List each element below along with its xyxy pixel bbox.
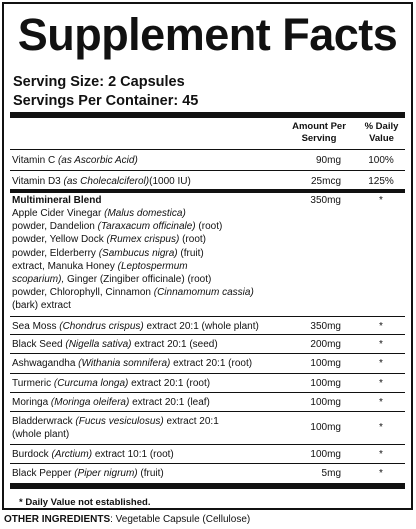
vitamin-c-label: Vitamin C [12,155,56,166]
ingredient-amount: 100mg [310,449,341,460]
amount-header-line2: Serving [301,133,337,144]
ingredient-bladderwrack: Bladderwrack (Fucus vesiculosus) extract 20:1 [12,416,219,427]
other-ingredients [4,514,250,525]
blend-line: scoparium), Ginger (Zingiber officinale) (root) [12,274,212,286]
divider [10,392,405,393]
ingredient-amount: 100mg [310,378,341,389]
other-ingredients-value: : Vegetable Capsule (Cellulose) [110,514,251,525]
ingredient-dv: * [379,422,383,433]
ingredient-amount: 100mg [310,422,341,433]
ingredient-amount: 350mg [310,321,341,332]
ingredient-amount: 100mg [310,358,341,369]
blend-ingredients [12,207,287,313]
amount-header [279,121,359,145]
ingredient-sea-moss: Sea Moss (Chondrus crispus) extract 20:1 (whole plant) [12,321,259,332]
serving-size: Serving Size: 2 Capsules [13,74,185,90]
ingredient-dv: * [379,468,383,479]
divider [10,463,405,464]
dv-header-line1: % Daily [364,121,399,132]
vitamin-d3-name [12,175,191,188]
vitamin-d3-dv: 125% [368,176,394,187]
ingredient-black-seed: Black Seed (Nigella sativa) extract 20:1 (seed) [12,339,218,350]
daily-value-footnote: * Daily Value not established. [19,497,151,508]
blend-line: powder, Yellow Dock (Rumex crispus) (root) [12,234,206,246]
vitamin-c-amount: 90mg [315,155,341,166]
ingredient-burdock: Burdock (Arctium) extract 10:1 (root) [12,449,174,460]
blend-line: powder, Chlorophyll, Cinnamon (Cinnamomum cassia) [12,287,254,299]
ingredient-amount: 100mg [310,397,341,408]
vitamin-c-dv: 100% [368,155,394,166]
ingredient-black-pepper: Black Pepper (Piper nigrum) (fruit) [12,468,164,479]
blend-line: extract, Manuka Honey (Leptospermum [12,260,188,272]
blend-line: powder, Dandelion (Taraxacum officinale) (root) [12,221,223,233]
blend-amount: 350mg [310,195,341,206]
divider [10,373,405,374]
blend-line: (bark) extract [12,300,71,312]
ingredient-ashwagandha: Ashwagandha (Withania somnifera) extract 20:1 (root) [12,358,253,369]
servings-per-container: Servings Per Container: 45 [13,93,199,109]
amount-header-line1: Amount Per [292,121,346,132]
ingredient-dv: * [379,358,383,369]
ingredient-moringa: Moringa (Moringa oleifera) extract 20:1 (leaf) [12,397,210,408]
vitamin-c-source: (as Ascorbic Acid) [57,155,138,166]
other-ingredients-label: OTHER INGREDIENTS [4,514,111,525]
divider [10,334,405,335]
supplement-facts-panel [2,2,413,510]
ingredient-turmeric: Turmeric (Curcuma longa) extract 20:1 (root) [12,378,211,389]
divider [10,149,405,150]
vitamin-d3-source: (as Cholecalciferol) [63,176,150,187]
ingredient-bladderwrack-line2: (whole plant) [12,429,70,440]
divider [10,411,405,412]
divider [10,170,405,171]
blend-line: Apple Cider Vinegar (Malus domestica) [12,208,186,219]
dv-header [359,121,404,145]
ingredient-dv: * [379,378,383,389]
ingredient-dv: * [379,321,383,332]
divider [10,444,405,445]
divider-medium [10,189,405,193]
ingredient-amount: 200mg [310,339,341,350]
blend-dv: * [379,195,383,206]
vitamin-c-name [12,154,138,167]
panel-title: Supplement Facts [17,9,398,60]
dv-header-line2: Value [369,133,394,144]
divider [10,353,405,354]
vitamin-d3-iu: (1000 IU) [149,176,191,187]
ingredient-dv: * [379,339,383,350]
divider [10,316,405,317]
vitamin-d3-label: Vitamin D3 [12,176,61,187]
blend-line: powder, Elderberry (Sambucus nigra) (fruit) [12,247,204,259]
divider-thick [10,112,405,118]
ingredient-dv: * [379,449,383,460]
divider-thick [10,483,405,489]
blend-name: Multimineral Blend [12,195,102,206]
ingredient-amount: 5mg [321,468,341,479]
vitamin-d3-amount: 25mcg [310,176,341,187]
ingredient-dv: * [379,397,383,408]
